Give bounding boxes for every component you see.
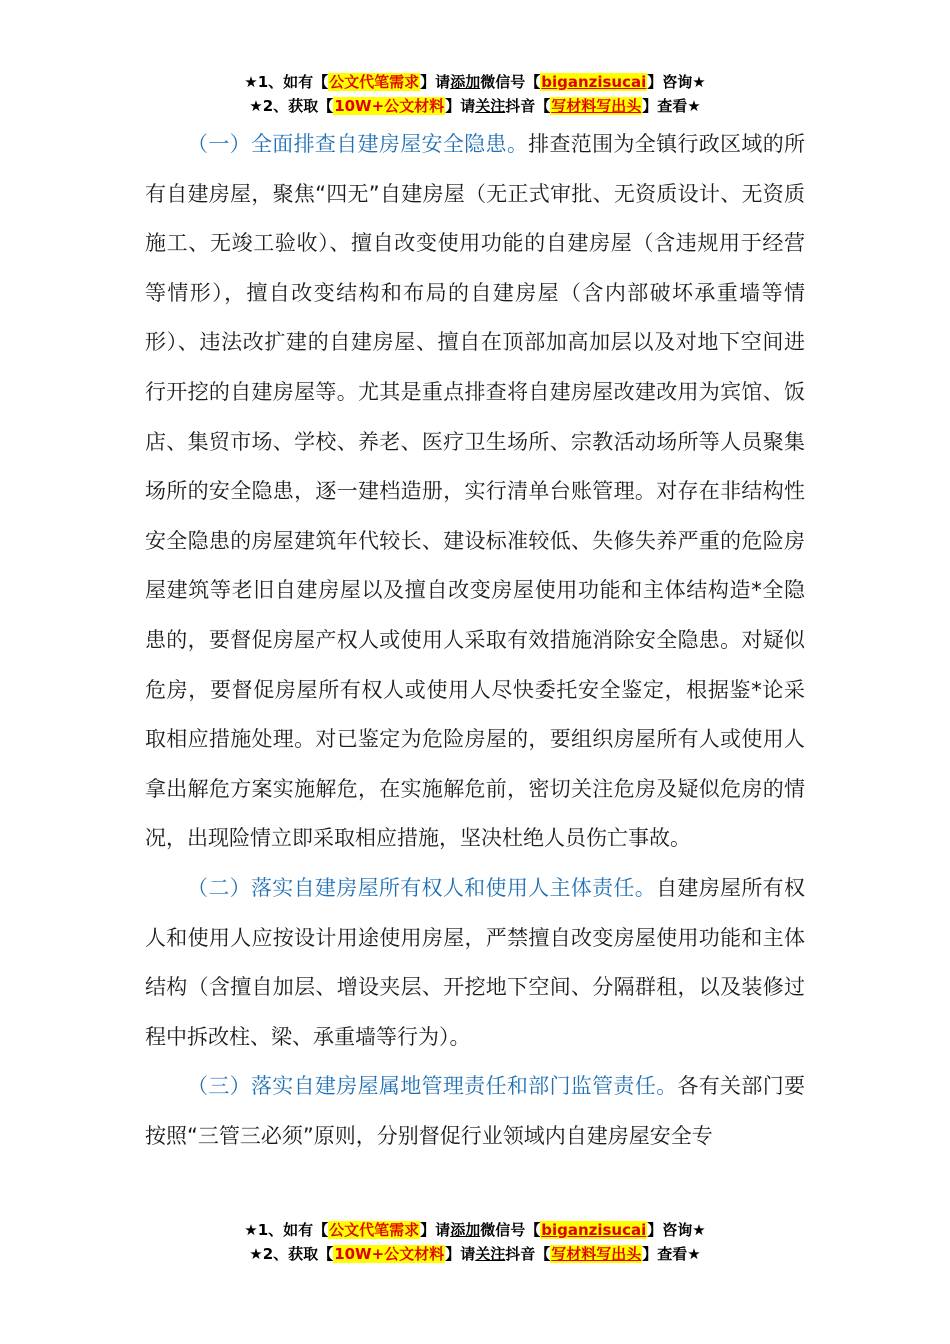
header-banner — [0, 70, 950, 118]
paragraph-2 — [145, 864, 805, 1062]
banner-text: 】查看★ — [642, 97, 701, 115]
document-body — [145, 120, 805, 1161]
banner-line-2 — [0, 1242, 950, 1266]
paragraph-1 — [145, 120, 805, 864]
footer-banner — [0, 1218, 950, 1266]
highlight-douyin-account: 写材料写出头 — [551, 97, 642, 115]
banner-line-2 — [0, 94, 950, 118]
section-heading-1: （一）全面排查自建房屋安全隐患。 — [187, 132, 529, 156]
banner-underlined-text: 关注 — [475, 1245, 506, 1263]
highlight-wechat-id: biganzisucai — [541, 1221, 647, 1239]
section-text-3: 各有关部门要按照“三管三必须”原则，分别督促行业领域内自建房屋安全专 — [145, 1074, 806, 1148]
section-text-2: 自建房屋所有权人和使用人应按设计用途使用房屋，严禁擅自改变房屋使用功能和主体结构（含擅自加层、增设夹层、开挖地下空间、分隔群租，以及装修过程中拆改柱、梁、承重墙等行为）。 — [145, 875, 806, 1049]
banner-text: 】请 — [445, 97, 476, 115]
banner-underlined-text: 添加 — [450, 73, 481, 91]
highlight-ghostwriting: 公文代笔需求 — [329, 73, 420, 91]
section-heading-3: （三）落实自建房屋属地管理责任和部门监管责任。 — [187, 1074, 678, 1099]
banner-text: 】请 — [445, 1245, 476, 1263]
highlight-materials: 10W+公文材料 — [334, 97, 445, 115]
section-heading-2: （二）落实自建房屋所有权人和使用人主体责任。 — [187, 875, 657, 900]
banner-text: 】查看★ — [642, 1245, 701, 1263]
highlight-materials: 10W+公文材料 — [334, 1245, 445, 1263]
highlight-ghostwriting: 公文代笔需求 — [329, 1221, 420, 1239]
banner-text: ★2、获取【 — [249, 97, 334, 115]
highlight-wechat-id: biganzisucai — [541, 73, 647, 91]
paragraph-3 — [145, 1062, 805, 1161]
banner-underlined-text: 关注 — [475, 97, 506, 115]
banner-text: 】请 — [420, 73, 451, 91]
banner-text: 微信号【 — [480, 1221, 541, 1239]
banner-underlined-text: 添加 — [450, 1221, 481, 1239]
banner-text: 抖音【 — [505, 1245, 551, 1263]
banner-text: 微信号【 — [480, 73, 541, 91]
banner-text: 】咨询★ — [647, 73, 706, 91]
highlight-douyin-account: 写材料写出头 — [551, 1245, 642, 1263]
banner-line-1 — [0, 70, 950, 94]
section-text-1: 排查范围为全镇行政区域的所有自建房屋，聚焦“四无”自建房屋（无正式审批、无资质设计、无资质施工、无竣工验收）、擅自改变使用功能的自建房屋（含违规用于经营等情形），擅自改变结构和布局的自建房屋（含内部破坏承重墙等情形）、违法改扩建的自建房屋、擅自在顶部加高加层以及对地下空间进行开挖的自建房屋等。尤其是重点排查将自建房屋改建改用为宾馆、饭店、集贸市场、学校、养老、医疗卫生场所、宗教活动场所等人员聚集场所的安全隐患，逐一建档造册，实行清单台账管理。对存在非结构性安全隐患的房屋建筑年代较长、建设标准较低、失修失养严重的危险房屋建筑等老旧自建房屋以及擅自改变房屋使用功能和主体结构造*全隐患的，要督促房屋产权人或使用人采取有效措施消除安全隐患。对疑似危房，要督促房屋所有权人或使用人尽快委托安全鉴定，根据鉴*论采取相应措施处理。对已鉴定为危险房屋的，要组织房屋所有人或使用人拿出解危方案实施解危，在实施解危前，密切关注危房及疑似危房的情况，出现险情立即采取相应措施，坚决杜绝人员伤亡事故。 — [145, 132, 806, 851]
banner-text: ★1、如有【 — [244, 1221, 329, 1239]
banner-text: ★1、如有【 — [244, 73, 329, 91]
banner-line-1 — [0, 1218, 950, 1242]
banner-text: 】请 — [420, 1221, 451, 1239]
banner-text: 】咨询★ — [647, 1221, 706, 1239]
banner-text: ★2、获取【 — [249, 1245, 334, 1263]
banner-text: 抖音【 — [505, 97, 551, 115]
